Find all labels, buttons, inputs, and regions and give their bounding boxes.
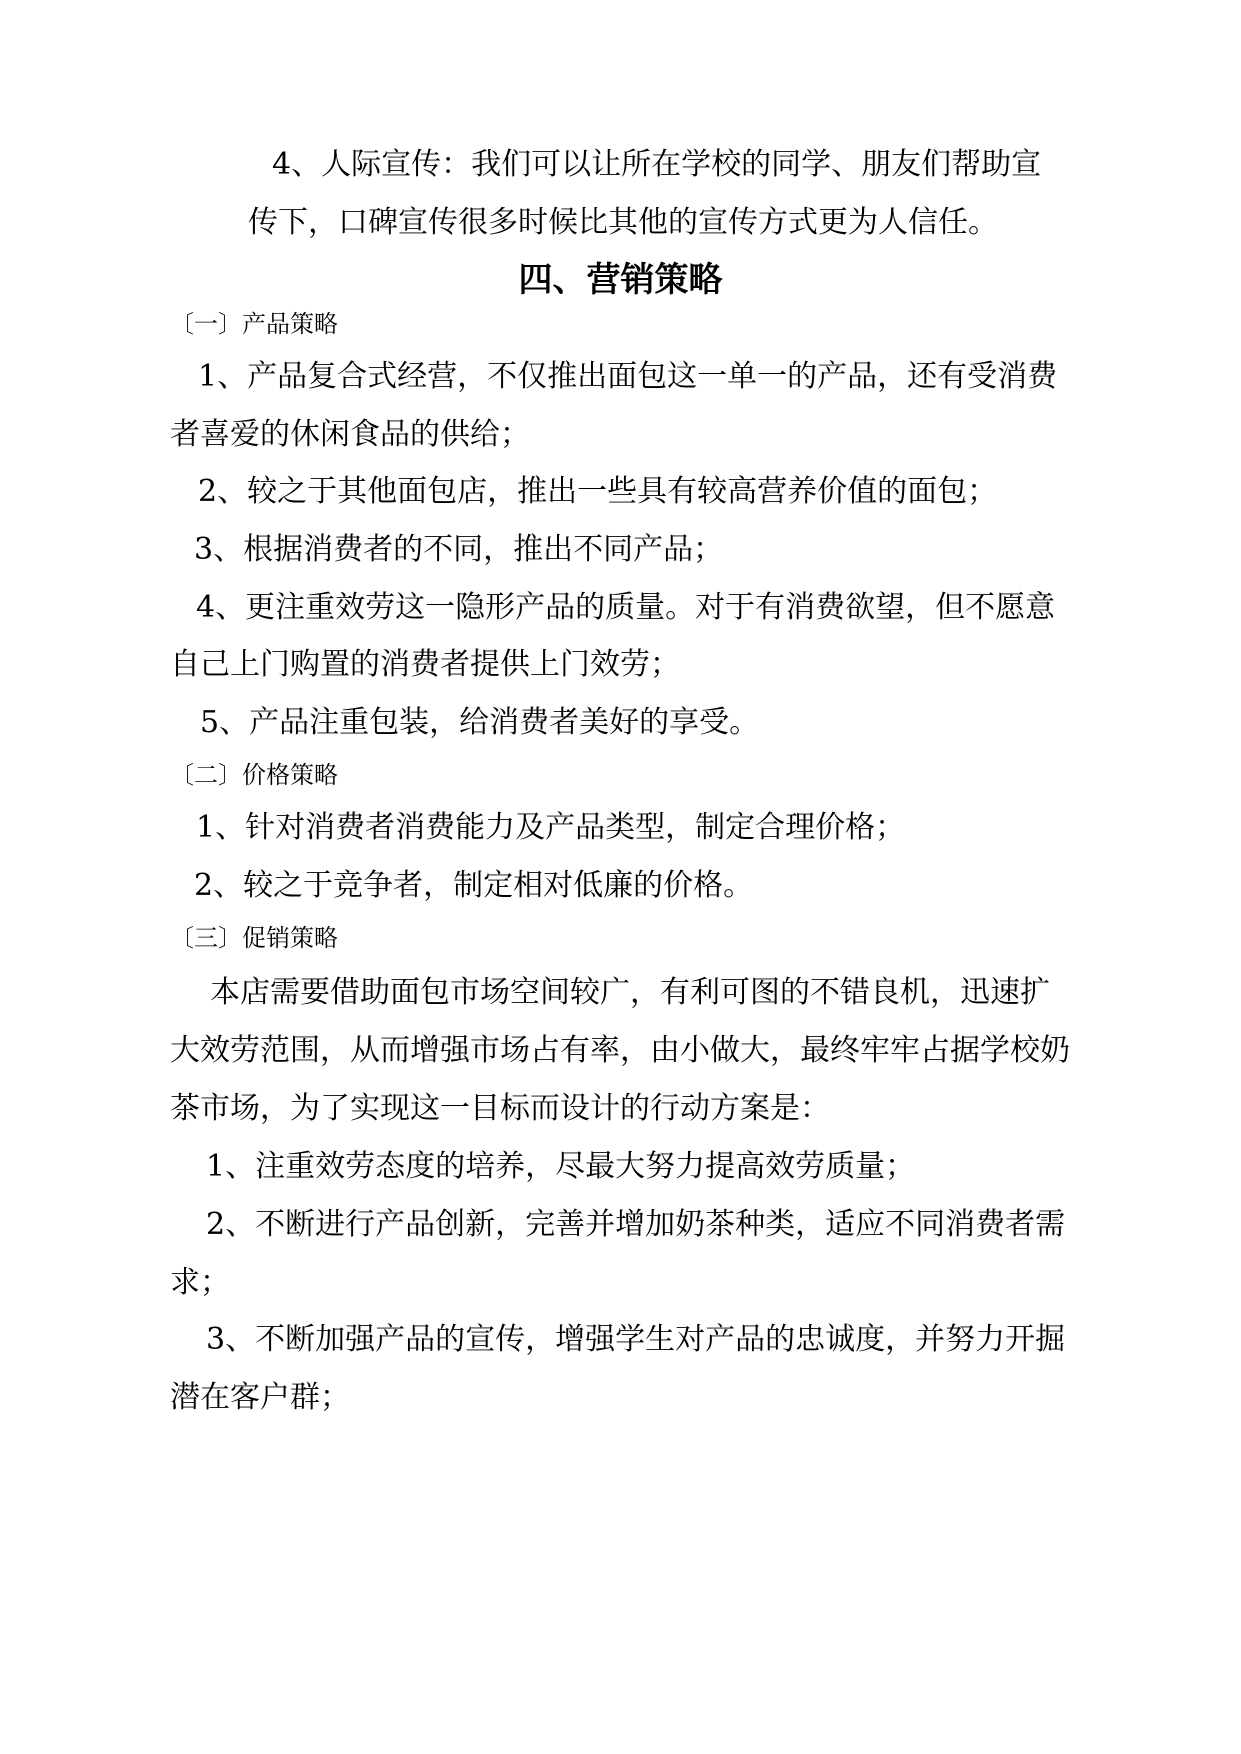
promo-item-4-line1: 4、人际宣传：我们可以让所在学校的同学、朋友们帮助宣 [272, 147, 1042, 182]
product-item-1-line2: 者喜爱的休闲食品的供给； [170, 417, 530, 452]
promotion-intro-line3: 茶市场，为了实现这一目标而设计的行动方案是： [170, 1091, 830, 1126]
price-strategy-heading: 〔二〕价格策略 [170, 761, 338, 789]
product-item-4-line2: 自己上门购置的消费者提供上门效劳； [170, 647, 680, 682]
promotion-intro-line2: 大效劳范围，从而增强市场占有率，由小做大，最终牢牢占据学校奶 [170, 1033, 1070, 1068]
promotion-item-1: 1、注重效劳态度的培养，尽最大努力提高效劳质量； [206, 1149, 916, 1184]
promotion-item-3-line2: 潜在客户群； [170, 1380, 350, 1415]
price-item-2: 2、较之于竞争者，制定相对低廉的价格。 [194, 868, 754, 903]
product-item-3: 3、根据消费者的不同，推出不同产品； [194, 532, 724, 567]
price-item-1: 1、针对消费者消费能力及产品类型，制定合理价格； [196, 810, 906, 845]
promotion-strategy-heading: 〔三〕促销策略 [170, 924, 338, 952]
section-title: 四、营销策略 [518, 260, 723, 300]
product-item-2: 2、较之于其他面包店，推出一些具有较高营养价值的面包； [198, 474, 998, 509]
promotion-item-2-line2: 求； [170, 1265, 230, 1300]
product-strategy-heading: 〔一〕产品策略 [170, 310, 338, 338]
promo-item-4-line2: 传下，口碑宣传很多时候比其他的宣传方式更为人信任。 [248, 205, 998, 240]
product-item-5: 5、产品注重包装，给消费者美好的享受。 [200, 705, 760, 740]
product-item-4-line1: 4、更注重效劳这一隐形产品的质量。对于有消费欲望，但不愿意 [196, 590, 1056, 625]
promotion-item-2-line1: 2、不断进行产品创新，完善并增加奶茶种类，适应不同消费者需 [206, 1207, 1066, 1242]
promotion-item-3-line1: 3、不断加强产品的宣传，增强学生对产品的忠诚度，并努力开掘 [206, 1322, 1066, 1357]
product-item-1-line1: 1、产品复合式经营，不仅推出面包这一单一的产品，还有受消费 [198, 359, 1058, 394]
promotion-intro-line1: 本店需要借助面包市场空间较广，有利可图的不错良机，迅速扩 [210, 975, 1050, 1010]
